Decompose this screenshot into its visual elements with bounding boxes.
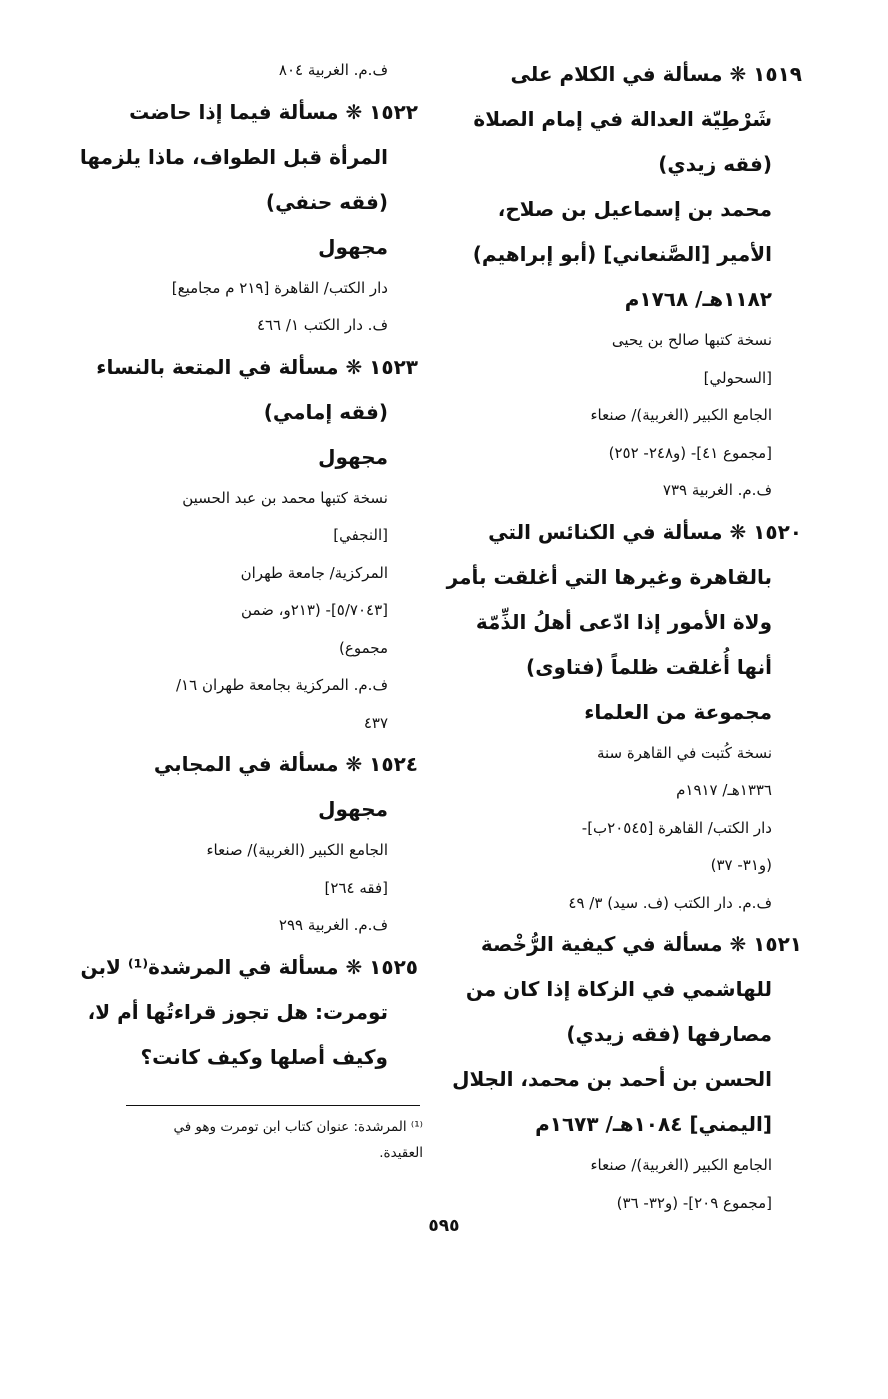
entry-microfilm: ف.م. الغربية ٧٣٩	[662, 481, 772, 499]
entry-library: دار الكتب/ القاهرة [٢٠٥٤٥ب]-	[581, 818, 772, 837]
entry-library: المركزية/ جامعة طهران	[240, 563, 388, 582]
entry-title: وكيف أصلها وكيف كانت؟	[140, 1044, 388, 1069]
entry-category: (فقه إمامي)	[263, 399, 388, 424]
entry-1524	[78, 742, 418, 945]
entry-library: [٥/٧٠٤٣]- (٢١٣و، ضمن	[241, 601, 388, 619]
entry-title: ١٥٢٥ ❋ مسألة في المرشدة⁽¹⁾ لابن	[80, 954, 418, 979]
entry-category: (فقه زيدي)	[658, 152, 772, 176]
entry-title: ١٥٢٠ ❋ مسألة في الكنائس التي	[488, 519, 802, 544]
entry-library: [مجموع ٤١]- (و٢٤٨- ٢٥٢)	[608, 443, 772, 462]
footnote-divider	[126, 1105, 420, 1106]
entry-title: ولاة الأمور إذا ادّعى أهلُ الذِّمّة	[475, 609, 772, 634]
entry-category: (فقه حنفي)	[265, 189, 388, 214]
footnote-text: ⁽¹⁾ المرشدة: عنوان كتاب ابن تومرت وهو في	[173, 1119, 423, 1135]
entry-1520	[446, 510, 802, 923]
entry-author: مجموعة من العلماء	[584, 699, 772, 724]
entry-copy: نسخة كتبها صالح بن يحيى	[611, 331, 772, 349]
entry-library: مجموع)	[339, 638, 388, 657]
entry-library: الجامع الكبير (الغربية)/ صنعاء	[590, 1156, 772, 1174]
entry-library: [فقه ٢٦٤]	[324, 878, 388, 897]
entry-author: الأمير [الصَّنعاني] (أبو إبراهيم)	[472, 242, 772, 266]
entry-title: بالقاهرة وغيرها التي أغلقت بأمر	[446, 564, 772, 589]
right-column	[446, 52, 802, 1222]
entry-microfilm: ف.م. دار الكتب (ف. سيد) ٣/ ٤٩	[568, 893, 772, 912]
entry-title: تومرت: هل تجوز قراءتُها أم لا،	[87, 999, 388, 1024]
entry-1522	[78, 90, 418, 345]
entry-copy: ١٣٣٦هـ/ ١٩١٧م	[676, 781, 772, 799]
entry-title: ١٥٢١ ❋ مسألة في كيفية الرُّخْصة	[480, 932, 802, 956]
left-column	[78, 52, 418, 1080]
entry-1523	[78, 345, 418, 743]
entry-copy: [النجفي]	[333, 526, 388, 544]
entry-title: للهاشمي في الزكاة إذا كان من	[465, 977, 772, 1001]
entry-microfilm: ف.م. الغربية ٢٩٩	[278, 916, 388, 934]
entry-author: مجهول	[318, 444, 388, 469]
entry-dates: ١١٨٢هـ/ ١٧٦٨م	[624, 287, 772, 311]
entry-title: ١٥٢٣ ❋ مسألة في المتعة بالنساء	[96, 354, 418, 379]
entry-title: ١٥١٩ ❋ مسألة في الكلام على	[510, 62, 802, 86]
entry-copy: [السحولي]	[703, 368, 772, 387]
entry-microfilm: ٤٣٧	[363, 713, 388, 732]
entry-microfilm: ف.م. المركزية بجامعة طهران ١٦/	[175, 676, 388, 694]
entry-title: شَرْطِيّة العدالة في إمام الصلاة	[473, 107, 772, 131]
entry-1521	[452, 922, 802, 1222]
entry-copy: نسخة كتبها محمد بن عبد الحسين	[182, 488, 388, 507]
entry-library: الجامع الكبير (الغربية)/ صنعاء	[206, 841, 388, 859]
page-number: ٥٩٥	[428, 1216, 460, 1236]
entry-author: محمد بن إسماعيل بن صلاح،	[497, 197, 772, 221]
footnote-text: العقيدة.	[379, 1145, 423, 1161]
entry-author: مجهول	[318, 797, 388, 821]
entry-title: ١٥٢٢ ❋ مسألة فيما إذا حاضت	[129, 99, 418, 124]
entry-microfilm: ف.م. الغربية ٨٠٤	[278, 61, 388, 79]
entry-title: المرأة قبل الطواف، ماذا يلزمها	[79, 144, 388, 169]
entry-library: الجامع الكبير (الغربية)/ صنعاء	[590, 406, 772, 424]
entry-title: مصارفها (فقه زيدي)	[566, 1022, 772, 1046]
entry-author: مجهول	[318, 234, 388, 259]
entry-copy: نسخة كُتبت في القاهرة سنة	[596, 743, 772, 762]
entry-author: [اليمني] ١٠٨٤هـ/ ١٦٧٣م	[535, 1112, 772, 1136]
entry-title: أنها أُغلقت ظلماً (فتاوى)	[526, 654, 772, 679]
entry-library: (و٣١- ٣٧)	[710, 856, 772, 874]
entry-microfilm: ف. دار الكتب ١/ ٤٦٦	[256, 316, 388, 334]
entry-1519	[462, 52, 802, 510]
entry-library: [مجموع ٢٠٩]- (و٣٢- ٣٦)	[616, 1193, 772, 1212]
entry-author: الحسن بن أحمد بن محمد، الجلال	[452, 1067, 772, 1091]
entry-1525	[78, 945, 418, 1080]
footnote	[78, 1114, 423, 1166]
entry-title: ١٥٢٤ ❋ مسألة في المجابي	[153, 752, 418, 776]
entry-library: دار الكتب/ القاهرة [٢١٩ م مجاميع]	[171, 278, 388, 297]
